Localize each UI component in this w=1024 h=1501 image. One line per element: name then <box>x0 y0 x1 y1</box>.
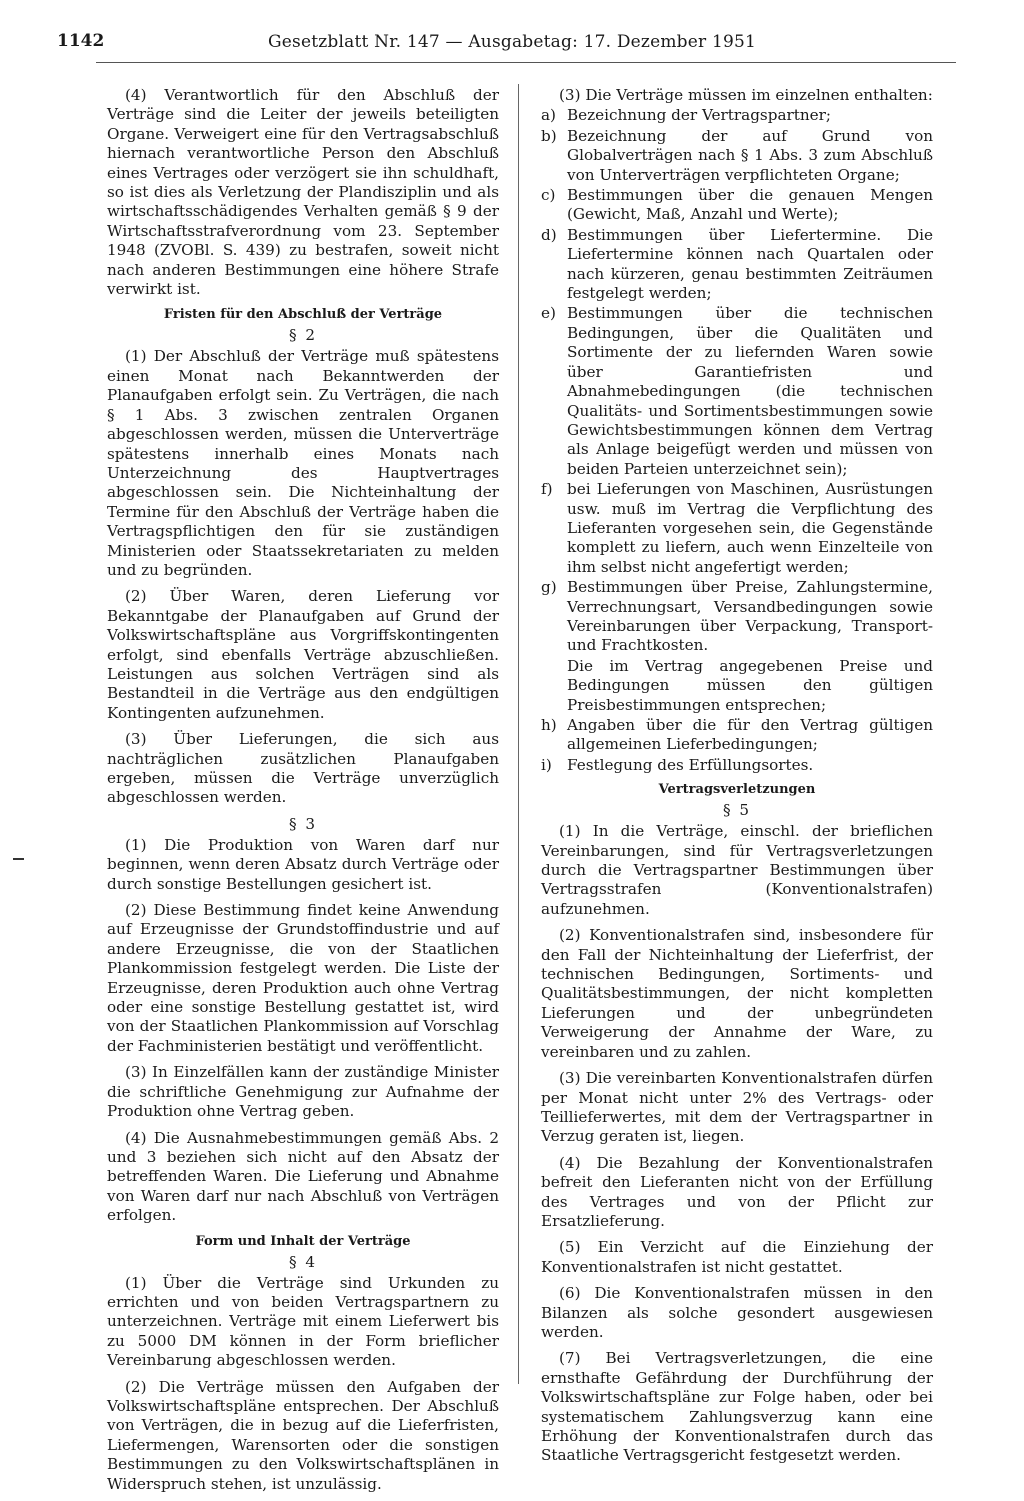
paragraph: (2) Die Verträge müssen den Aufgaben der Volkswirtschaftspläne entsprechen. Der Abschluß von Verträgen, die in bezug auf die Lieferfristen, Liefermengen, Warensorten oder die sonstigen Bestimmungen zu den Volkswirtschaftsplänen in Widerspruch stehen, ist unzulässig. <box>107 1377 499 1493</box>
paragraph: (2) Diese Bestimmung findet keine Anwendung auf Erzeugnisse der Grundstoffindustrie und auf andere Erzeugnisse, die von der Staatlichen Plankommission festgelegt werden. Die Liste der Erzeugnisse, deren Produktion auch ohne Vertrag oder eine sonstige Bestellung gestattet ist, wird von der Staatlichen Plankommission auf Vorschlag der Fachministerien bestätigt und veröffentlicht. <box>107 901 499 1055</box>
list-item <box>541 186 933 225</box>
list-item <box>541 226 933 304</box>
paragraph: (1) In die Verträge, einschl. der brieflichen Vereinbarungen, sind für Vertragsverletzungen durch die Vertragspartner Bestimmungen über Vertragsstrafen (Konventionalstrafen) aufzunehmen. <box>541 822 933 918</box>
section-number: § 3 <box>288 814 318 833</box>
list-letter: e) <box>541 304 556 323</box>
list-letter: f) <box>541 480 553 499</box>
list-letter: d) <box>541 225 557 244</box>
page-number: 1142 <box>57 31 105 51</box>
list-item <box>541 304 933 479</box>
list-text: bei Lieferungen von Maschinen, Ausrüstungen usw. muß im Vertrag die Verpflichtung des Lieferanten vorgesehen sein, die Gegenstände komplett zu liefern, auch wenn Einzelteile von ihm selbst nicht angefertigt werden; <box>567 480 933 576</box>
right-column <box>541 86 933 1473</box>
list-item <box>541 756 933 775</box>
section-heading: Form und Inhalt der Verträge <box>195 1233 411 1249</box>
list-item <box>541 127 933 185</box>
list-text: Bezeichnung der auf Grund von Globalverträgen nach § 1 Abs. 3 zum Abschluß von Unterverträgen verpflichteten Organe; <box>567 126 933 184</box>
list-letter: a) <box>541 106 556 125</box>
list-continuation: Die im Vertrag angegebenen Preise und Bedingungen müssen den gültigen Preisbestimmungen entsprechen; <box>567 656 933 714</box>
list-text: Bezeichnung der Vertragspartner; <box>567 106 832 125</box>
list-item <box>541 578 933 656</box>
list-letter: i) <box>541 755 552 774</box>
paragraph: (1) Über die Verträge sind Urkunden zu errichten und von beiden Vertragspartnern zu unterzeichnen. Verträge mit einem Lieferwert bis zu 5000 DM können in der Form brieflicher Vereinbarung abgeschlossen werden. <box>107 1273 499 1370</box>
list-text: Angaben über die für den Vertrag gültigen allgemeinen Lieferbedingungen; <box>567 716 933 754</box>
section-number: § 2 <box>288 326 318 345</box>
paragraph: (5) Ein Verzicht auf die Einziehung der Konventionalstrafen ist nicht gestattet. <box>541 1238 933 1276</box>
section-number: § 5 <box>722 801 752 820</box>
paragraph: (4) Verantwortlich für den Abschluß der Verträge sind die Leiter der jeweils beteiligten Organe. Verweigert eine für den Vertragsabschluß hiernach verantwortliche Person den Abschluß eines Vertrages oder verzögert sie ihn schuldhaft, so ist dies als Verletzung der Plandisziplin und als wirtschaftsschädigendes Verhalten gemäß § 9 der Wirtschaftsstrafverordnung vom 23. September 1948 (ZVOBl. S. 439) zu bestrafen, soweit nicht nach anderen Bestimmungen eine höhere Strafe verwirkt ist. <box>107 86 499 299</box>
margin-mark <box>13 858 24 860</box>
list-text: Bestimmungen über die genauen Mengen (Gewicht, Maß, Anzahl und Werte); <box>567 186 933 224</box>
list-item <box>541 716 933 755</box>
left-column <box>107 86 499 1501</box>
paragraph: (3) Über Lieferungen, die sich aus nachträglichen zusätzlichen Planaufgaben ergeben, müssen die Verträge unverzüglich abgeschlossen werden. <box>107 730 499 807</box>
list-letter: g) <box>541 578 557 597</box>
list-text: Bestimmungen über die technischen Bedingungen, über die Qualitäten und Sortimente der zu liefernden Waren sowie über Garantiefristen und Abnahmebedingungen (die technischen Qualitäts- und Sortimentsbestimmungen sowie Gewichtsbestimmungen können dem Vertrag als Anlage beigefügt werden und müssen von beiden Parteien unterzeichnet sein); <box>567 304 933 478</box>
paragraph: (7) Bei Vertragsverletzungen, die eine ernsthafte Gefährdung der Durchführung der Volkswirtschaftspläne zur Folge haben, oder bei systematischem Zahlungsverzug kann eine Erhöhung der Konventionalstrafen durch das Staatliche Vertragsgericht festgesetzt werden. <box>541 1349 933 1465</box>
paragraph: (1) Die Produktion von Waren darf nur beginnen, wenn deren Absatz durch Verträge oder durch sonstige Bestellungen gesichert ist. <box>107 835 499 893</box>
list-item <box>541 480 933 577</box>
section-number: § 4 <box>288 1252 318 1271</box>
section-heading: Fristen für den Abschluß der Verträge <box>163 307 443 323</box>
column-divider <box>518 84 519 1384</box>
paragraph: (6) Die Konventionalstrafen müssen in den Bilanzen als solche gesondert ausgewiesen werden. <box>541 1284 933 1341</box>
list-text: Bestimmungen über Preise, Zahlungstermine, Verrechnungsart, Versandbedingungen sowie Vereinbarungen über Verpackung, Transport- und Frachtkosten. <box>567 578 933 655</box>
paragraph: (3) In Einzelfällen kann der zuständige Minister die schriftliche Genehmigung zur Aufnahme der Produktion ohne Vertrag geben. <box>107 1063 499 1121</box>
running-header: Gesetzblatt Nr. 147 — Ausgabetag: 17. Dezember 1951 <box>267 32 757 52</box>
list-letter: b) <box>541 126 557 145</box>
paragraph: (3) Die vereinbarten Konventionalstrafen dürfen per Monat nicht unter 2% des Vertrags- oder Teillieferwertes, mit dem der Vertragspartner in Verzug geraten ist, liegen. <box>541 1069 933 1146</box>
header-rule <box>96 62 956 63</box>
paragraph: (3) Die Verträge müssen im einzelnen enthalten: <box>559 86 933 104</box>
paragraph: (4) Die Ausnahmebestimmungen gemäß Abs. 2 und 3 beziehen sich nicht auf den Absatz der betreffenden Waren. Die Lieferung und Abnahme von Waren darf nur nach Abschluß von Verträgen erfolgen. <box>107 1128 499 1225</box>
paragraph: (1) Der Abschluß der Verträge muß spätestens einen Monat nach Bekanntwerden der Planaufgaben erfolgt sein. Zu Verträgen, die nach § 1 Abs. 3 zwischen zentralen Organen abgeschlossen werden, müssen die Unterverträge spätestens innerhalb eines Monats nach Unterzeichnung des Hauptvertrages abgeschlossen sein. Die Nichteinhaltung der Termine für den Abschluß der Verträge haben die Vertragspflichtigen den für sie zuständigen Ministerien oder Staatssekretariaten zu melden und zu begründen. <box>107 347 499 579</box>
section-heading: Vertragsverletzungen <box>658 782 816 798</box>
list-letter: h) <box>541 716 557 734</box>
paragraph: (2) Konventionalstrafen sind, insbesondere für den Fall der Nichteinhaltung der Lieferfrist, der technischen Bedingungen, Sortiments- und Qualitätsbestimmungen, der nicht kompletten Lieferungen und der unbegründeten Verweigerung der Annahme der Ware, zu vereinbaren und zu zahlen. <box>541 926 933 1061</box>
paragraph: (4) Die Bezahlung der Konventionalstrafen befreit den Lieferanten nicht von der Erfüllung des Vertrages und von der Pflicht zur Ersatzlieferung. <box>541 1153 933 1230</box>
list-text: Bestimmungen über Liefertermine. Die Liefertermine können nach Quartalen oder nach kürzeren, genau bestimmten Zeiträumen festgelegt werden; <box>567 225 933 303</box>
list-text: Festlegung des Erfüllungsortes. <box>567 755 814 774</box>
list-item <box>541 106 933 125</box>
list-letter: c) <box>541 186 556 205</box>
paragraph: (2) Über Waren, deren Lieferung vor Bekanntgabe der Planaufgaben auf Grund der Volkswirtschaftspläne aus Vorgriffskontingenten erfolgt, sind ebenfalls Verträge abzuschließen. Leistungen aus solchen Verträgen sind als Bestandteil in die Verträge aus den endgültigen Kontingenten aufzunehmen. <box>107 587 499 722</box>
